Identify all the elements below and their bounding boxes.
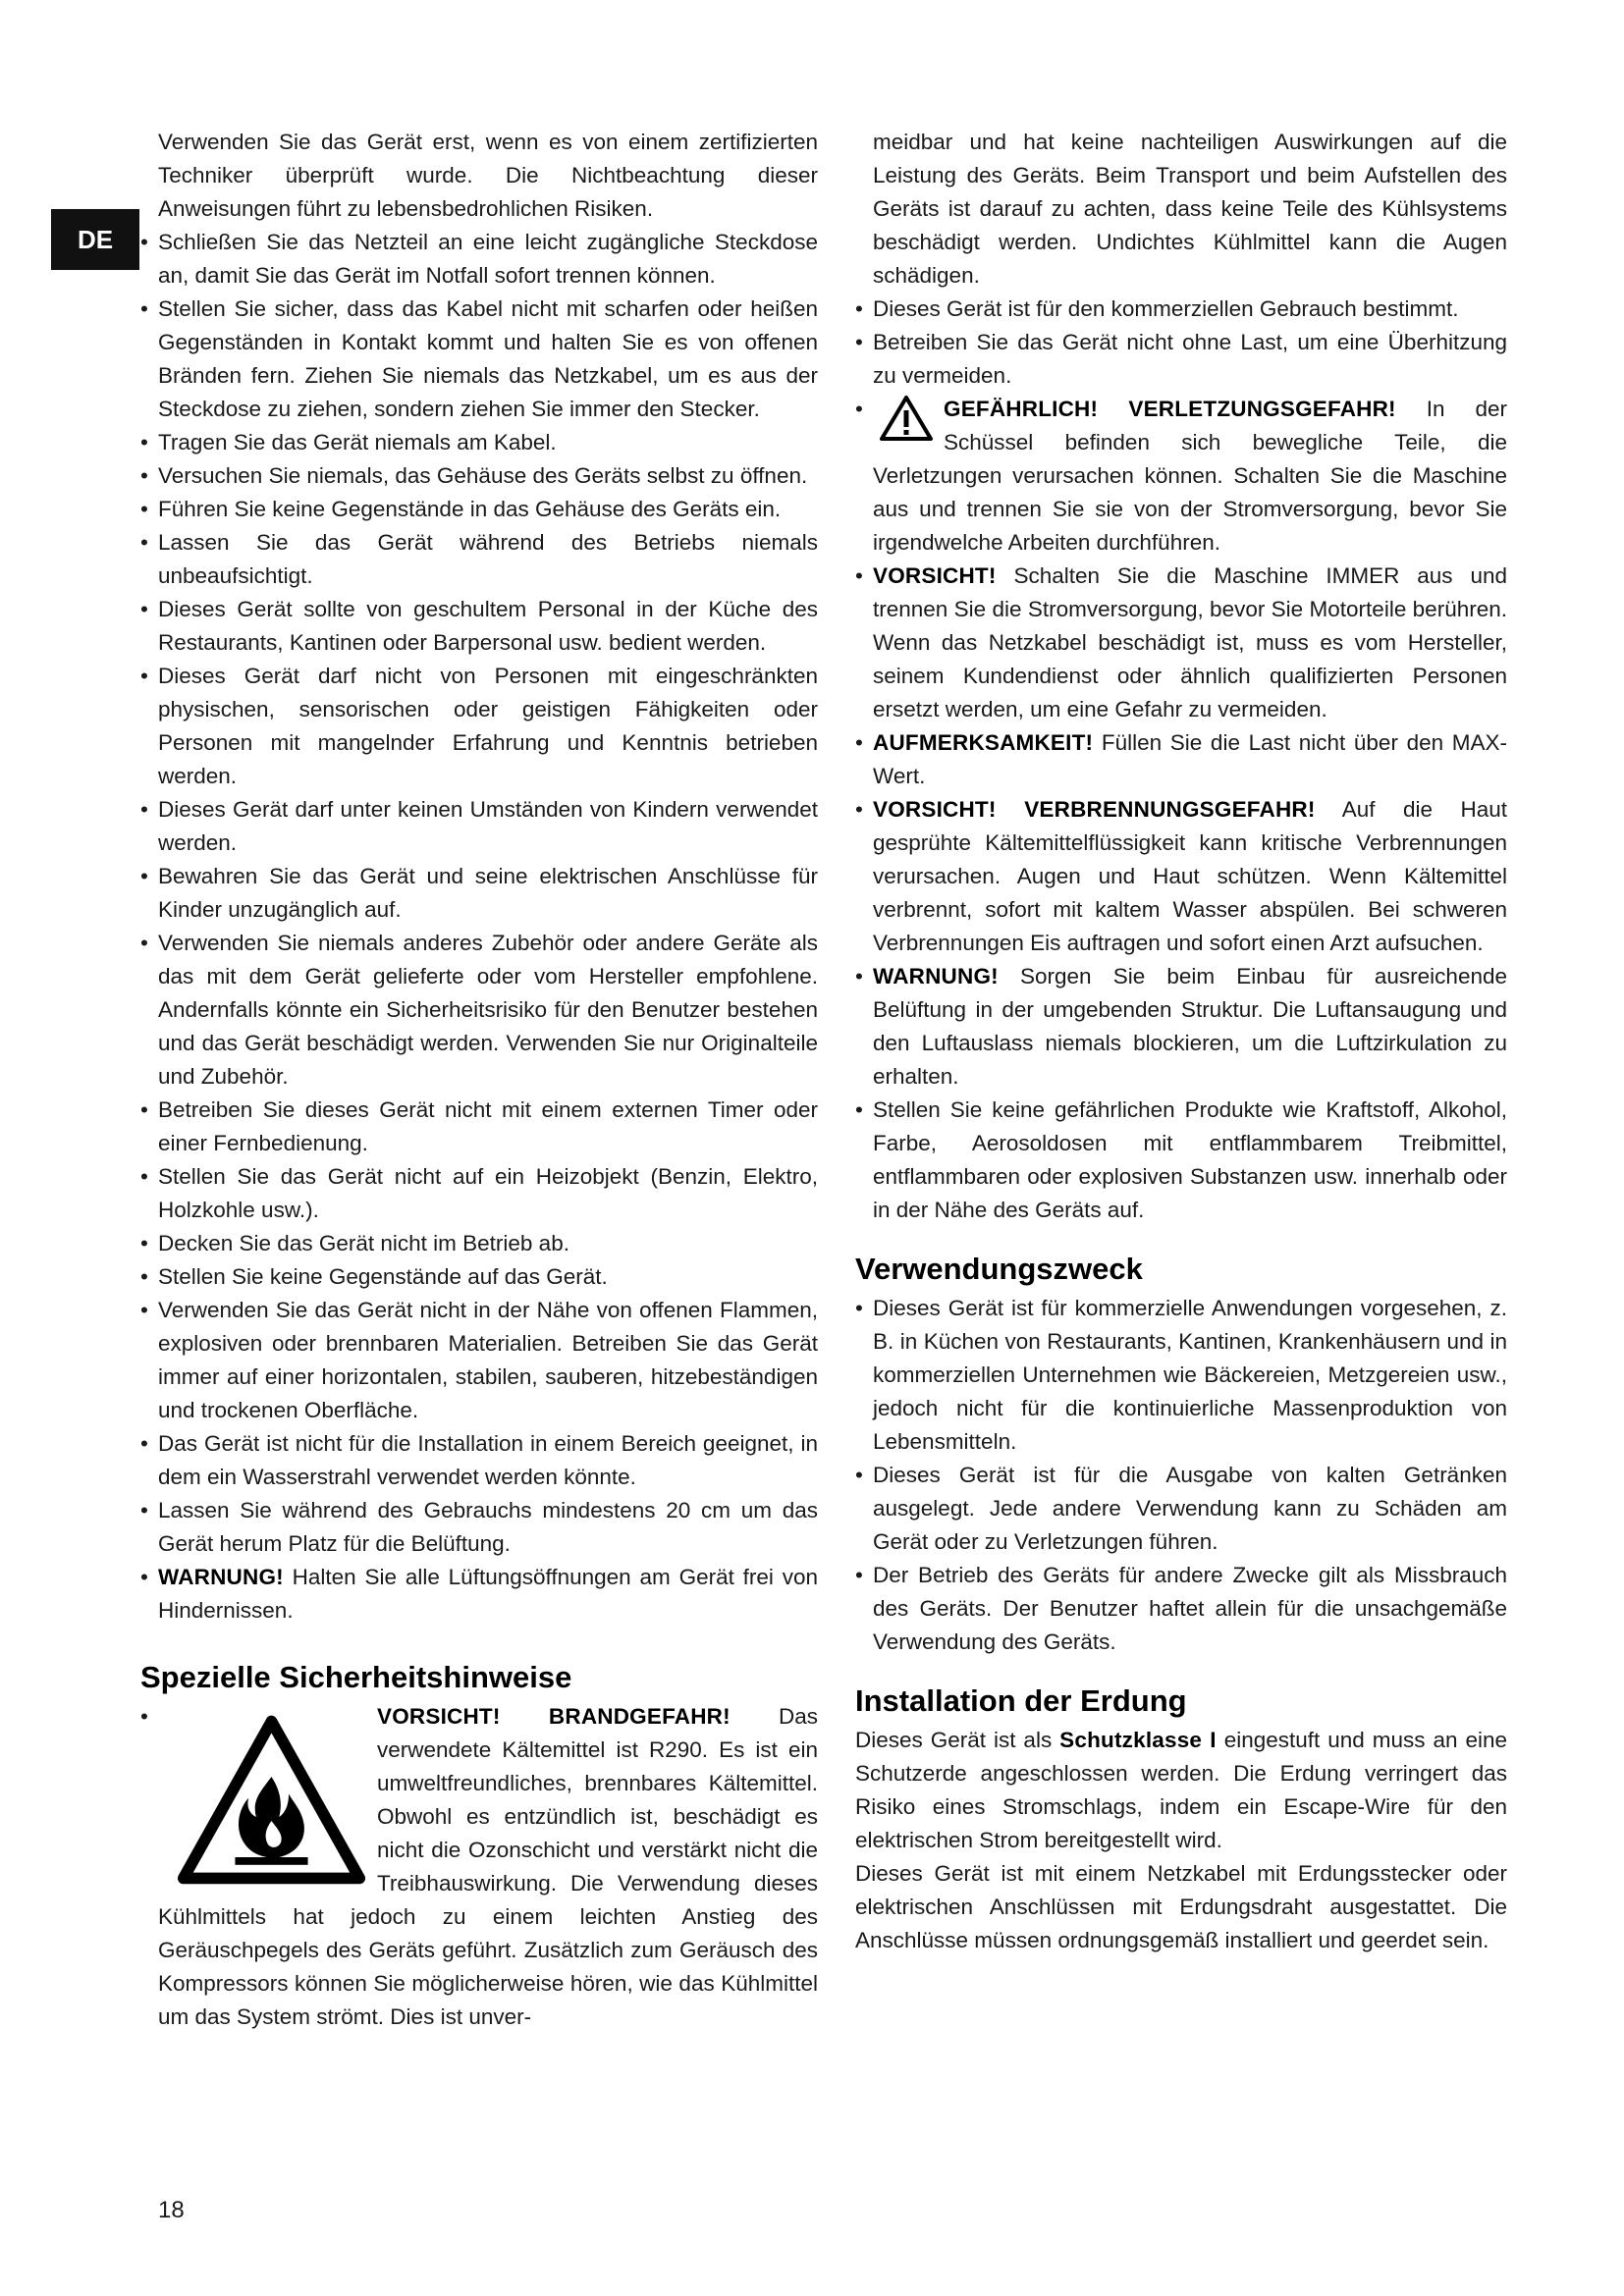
caution-label: VORSICHT!	[873, 563, 997, 588]
heading-intended-use: Verwendungszweck	[855, 1252, 1143, 1286]
list-item: • Lassen Sie während des Gebrauchs mindestens 20 cm um das Gerät herum Platz für die Belüftung.	[140, 1494, 818, 1561]
list-item-attention	[855, 726, 1507, 793]
warning-text: Halten Sie alle Lüftungsöffnungen am Gerät frei von Hindernissen.	[158, 1565, 818, 1623]
list-item-burn-warning	[855, 793, 1507, 960]
intro-paragraph: Verwenden Sie das Gerät erst, wenn es von einem zertifizierten Techniker überprüft wurde. Die Nichtbeachtung dieser Anweisungen führt zu lebensbedrohlichen Risiken.	[158, 130, 818, 221]
list-item: • Das Gerät ist nicht für die Installation in einem Bereich geeignet, in dem ein Wasserstrahl verwendet werden könnte.	[140, 1427, 818, 1494]
list-item: • Dieses Gerät ist für kommerzielle Anwendungen vorgesehen, z. B. in Küchen von Restaurants, Kantinen, Krankenhäusern und in kommerziellen Unternehmen wie Bäckereien, Metzgereien usw., jedoch nicht für die kontinuierliche Massenproduktion von Lebensmitteln.	[855, 1292, 1507, 1459]
list-item: • Lassen Sie das Gerät während des Betriebs niemals unbeaufsichtigt.	[140, 526, 818, 593]
list-item: • Schließen Sie das Netzteil an eine leicht zugängliche Steckdose an, damit Sie das Gerät im Notfall sofort trennen können.	[140, 226, 818, 293]
list-item: • Dieses Gerät darf nicht von Personen mit eingeschränkten physischen, sensorischen oder geistigen Fähigkeiten oder Personen mit mangelnder Erfahrung und Kenntnis betrieben werden.	[140, 660, 818, 793]
left-column	[140, 126, 818, 2034]
attention-text: Füllen Sie die Last nicht über den MAX-Wert.	[873, 730, 1507, 788]
caution-text: Schalten Sie die Maschine IMMER aus und trennen Sie die Stromversorgung, bevor Sie Motorteile berühren. Wenn das Netzkabel beschädigt ist, muss es vom Hersteller, seinem Kundendienst oder ähnlich qualifizierten Personen ersetzt werden, um eine Gefahr zu vermeiden.	[873, 563, 1507, 721]
burn-warning-label: VORSICHT! VERBRENNUNGSGEFAHR!	[873, 797, 1316, 822]
usage-list	[855, 1292, 1507, 1659]
grounding-text-a: Dieses Gerät ist als	[855, 1728, 1060, 1752]
heading-grounding: Installation der Erdung	[855, 1683, 1187, 1718]
grounding-paragraph-1	[855, 1724, 1507, 1857]
right-column	[855, 126, 1507, 1957]
list-item: • Verwenden Sie niemals anderes Zubehör oder andere Geräte als das mit dem Gerät gelieferte oder vom Hersteller empfohlene. Andernfalls könnte ein Sicherheitsrisiko für den Benutzer bestehen und das Gerät beschädigt werden. Verwenden Sie nur Originalteile und Zubehör.	[140, 927, 818, 1094]
list-item: • Stellen Sie keine gefährlichen Produkte wie Kraftstoff, Alkohol, Farbe, Aerosoldosen mit entflammbarem Treibmittel, entflammbaren oder explosiven Substanzen usw. innerhalb oder in der Nähe des Geräts auf.	[855, 1094, 1507, 1227]
burn-warning-text: Auf die Haut gesprühte Kältemittelflüssigkeit kann kritische Verbrennungen verursachen. Augen und Haut schützen. Wenn Kältemittel verbrennt, sofort mit kaltem Wasser abspülen. Bei schweren Verbrennungen Eis auftragen und sofort einen Arzt aufsuchen.	[873, 797, 1507, 955]
injury-warning-text: In der Schüssel befinden sich bewegliche Teile, die Verletzungen verursachen können. Schalten Sie die Maschine aus und trennen Sie sie von der Stromversorgung, bevor Sie irgendwelche Arbeiten durchführen.	[873, 397, 1507, 555]
safety-list	[158, 226, 818, 1628]
list-item-caution	[855, 560, 1507, 726]
list-item: • Decken Sie das Gerät nicht im Betrieb ab.	[140, 1227, 818, 1260]
list-item: • Stellen Sie keine Gegenstände auf das Gerät.	[140, 1260, 818, 1294]
list-item: • Dieses Gerät ist für den kommerziellen Gebrauch bestimmt.	[855, 293, 1507, 326]
list-item: • Versuchen Sie niemals, das Gehäuse des Geräts selbst zu öffnen.	[140, 459, 818, 493]
list-item: • Verwenden Sie das Gerät nicht in der Nähe von offenen Flammen, explosiven oder brennbaren Materialien. Betreiben Sie das Gerät immer auf einer horizontalen, stabilen, sauberen, hitzebeständigen und trockenen Oberfläche.	[140, 1294, 818, 1427]
list-item: • Betreiben Sie dieses Gerät nicht mit einem externen Timer oder einer Fernbedienung.	[140, 1094, 818, 1160]
list-item-fire-warning	[140, 1700, 818, 2034]
heading-special-safety: Spezielle Sicherheitshinweise	[140, 1660, 572, 1694]
fire-warning-text: Das verwendete Kältemittel ist R290. Es ist ein umweltfreundliches, brennbares Kältemittel. Obwohl es entzündlich ist, beschädigt es nicht die Ozonschicht und verstärkt nicht die Treibhauswirkung. Die Verwendung dieses Kühlmittels hat jedoch zu einem leichten Anstieg des Geräuschpegels des Geräts geführt. Zusätzlich zum Geräusch des Kompressors können Sie möglicherweise hören, wie das Kühlmittel um das System strömt. Dies ist unver-	[158, 1704, 818, 2029]
list-item: • Tragen Sie das Gerät niemals am Kabel.	[140, 426, 818, 459]
grounding-text-b: eingestuft und muss an eine Schutzerde angeschlossen werden. Die Erdung verringert das Risiko eines Stromschlags, indem ein Escape-Wire für den elektrischen Strom bereitgestellt wird.	[855, 1728, 1507, 1852]
ventilation-warning-text: Sorgen Sie beim Einbau für ausreichende Belüftung in der umgebenden Struktur. Die Luftansaugung und den Luftauslass niemals blockieren, um die Luftzirkulation zu erhalten.	[873, 964, 1507, 1089]
list-item: • Dieses Gerät ist für die Ausgabe von kalten Getränken ausgelegt. Jede andere Verwendung kann zu Schäden am Gerät oder zu Verletzungen führen.	[855, 1459, 1507, 1559]
protection-class-label: Schutzklasse I	[1059, 1728, 1217, 1752]
page-number: 18	[158, 2197, 185, 2223]
language-tab: DE	[51, 209, 139, 270]
warning-triangle-icon	[879, 395, 934, 442]
list-item: • Führen Sie keine Gegenstände in das Gehäuse des Geräts ein.	[140, 493, 818, 526]
special-list-continued	[855, 293, 1507, 1227]
attention-label: AUFMERKSAMKEIT!	[873, 730, 1094, 755]
list-item-injury-warning	[855, 393, 1507, 560]
list-item: • Bewahren Sie das Gerät und seine elektrischen Anschlüsse für Kinder unzugänglich auf.	[140, 860, 818, 927]
list-item: • Stellen Sie das Gerät nicht auf ein Heizobjekt (Benzin, Elektro, Holzkohle usw.).	[140, 1160, 818, 1227]
continued-paragraph: meidbar und hat keine nachteiligen Auswirkungen auf die Leistung des Geräts. Beim Transport und beim Aufstellen des Geräts ist darauf zu achten, dass keine Teile des Kühlsystems beschädigt werden. Undichtes Kühlmittel kann die Augen schädigen.	[873, 130, 1507, 288]
injury-warning-label: GEFÄHRLICH! VERLETZUNGSGEFAHR!	[944, 397, 1396, 421]
ventilation-warning-label: WARNUNG!	[873, 964, 999, 988]
list-item-ventilation-warning	[855, 960, 1507, 1094]
special-list	[158, 1700, 818, 2034]
list-item: • Stellen Sie sicher, dass das Kabel nicht mit scharfen oder heißen Gegenständen in Kontakt kommt und halten Sie es von offenen Bränden fern. Ziehen Sie niemals das Netzkabel, um es aus der Steckdose zu ziehen, sondern ziehen Sie immer den Stecker.	[140, 293, 818, 426]
list-item: • Betreiben Sie das Gerät nicht ohne Last, um eine Überhitzung zu vermeiden.	[855, 326, 1507, 393]
warning-label: WARNUNG!	[158, 1565, 284, 1589]
grounding-paragraph-2: Dieses Gerät ist mit einem Netzkabel mit Erdungsstecker oder elektrischen Anschlüssen mit Erdungsdraht ausgestattet. Die Anschlüsse müssen ordnungsgemäß installiert und geerdet sein.	[855, 1861, 1507, 1952]
flammable-warning-icon	[176, 1704, 367, 1896]
list-item-warning	[140, 1561, 818, 1628]
list-item: • Der Betrieb des Geräts für andere Zwecke gilt als Missbrauch des Geräts. Der Benutzer haftet allein für die unsachgemäße Verwendung des Geräts.	[855, 1559, 1507, 1659]
fire-warning-label: VORSICHT! BRANDGEFAHR!	[377, 1704, 731, 1729]
list-item: • Dieses Gerät darf unter keinen Umständen von Kindern verwendet werden.	[140, 793, 818, 860]
list-item: • Dieses Gerät sollte von geschultem Personal in der Küche des Restaurants, Kantinen oder Barpersonal usw. bedient werden.	[140, 593, 818, 660]
